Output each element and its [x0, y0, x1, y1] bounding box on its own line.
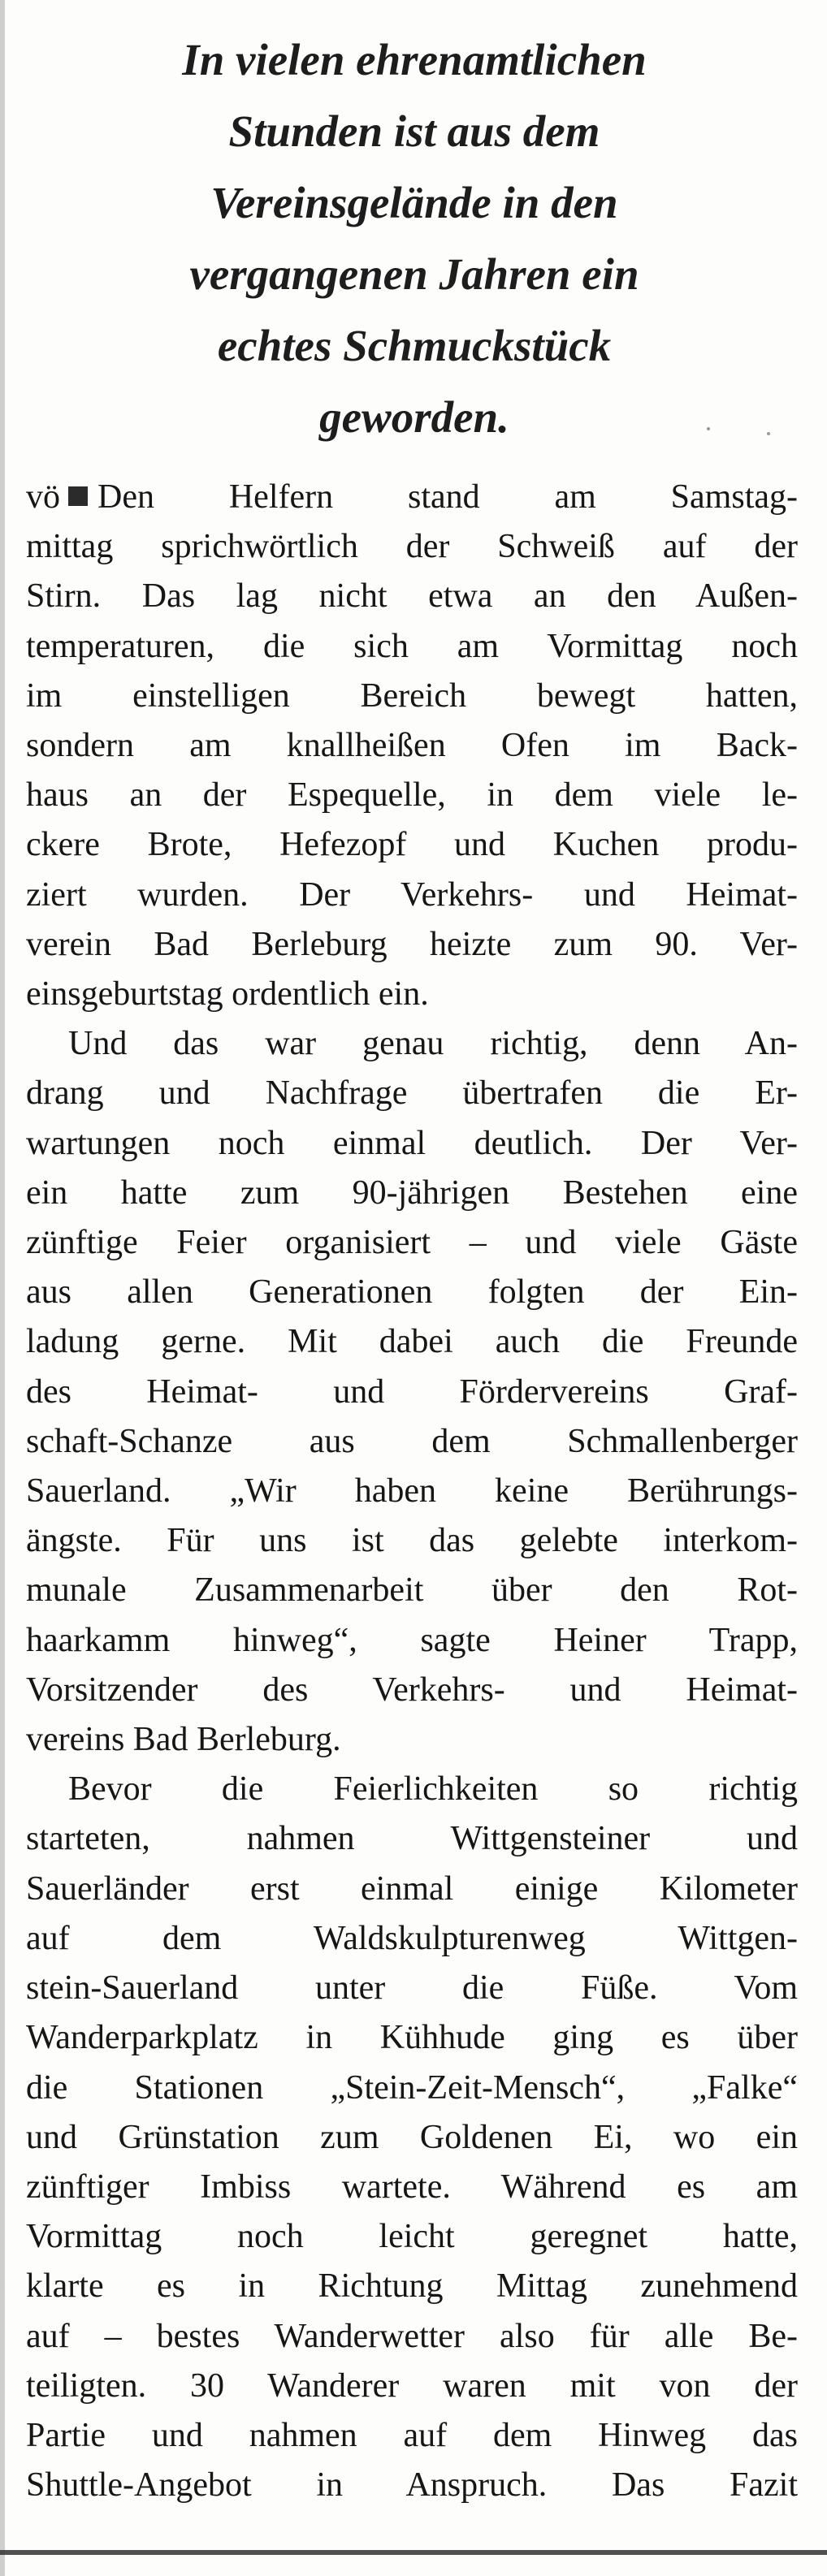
article-line: klarte es in Richtung Mittag zunehmend: [26, 2267, 798, 2306]
article-line: auf – bestes Wanderwetter also für alle Be-: [26, 2317, 798, 2355]
article-line: zünftiger Imbiss wartete. Während es am: [26, 2168, 798, 2206]
paragraph-1: [26, 473, 798, 1019]
article-line: Stirn. Das lag nicht etwa an den Außen-: [26, 577, 798, 616]
article-line: des Heimat- und Fördervereins Graf-: [26, 1372, 798, 1411]
headline-line: Stunden ist aus dem: [228, 106, 600, 156]
print-speck: [707, 427, 710, 430]
article-line: teiligten. 30 Wanderer waren mit von der: [26, 2366, 798, 2405]
article-line: zünftige Feier organisiert – und viele Gäste: [26, 1224, 798, 1262]
article-line: [26, 473, 798, 522]
article-line: stein-Sauerland unter die Füße. Vom: [26, 1969, 798, 2008]
paragraph-3: [26, 1765, 798, 2510]
headline-line: echtes Schmuckstück: [217, 321, 612, 370]
paper-edge: [0, 0, 5, 2576]
headline-line: geworden.: [319, 392, 509, 442]
article-line: starteten, nahmen Wittgensteiner und: [26, 1820, 798, 1858]
article-line: und Grünstation zum Goldenen Ei, wo ein: [26, 2118, 798, 2156]
paragraph-2: [26, 1019, 798, 1765]
article-body: [26, 473, 798, 2510]
article-line: wartungen noch einmal deutlich. Der Ver-: [26, 1124, 798, 1162]
article-line: Sauerländer erst einmal einige Kilometer: [26, 1869, 798, 1908]
article-line: aus allen Generationen folgten der Ein-: [26, 1273, 798, 1312]
article-line: Wanderparkplatz in Kühhude ging es über: [26, 2019, 798, 2057]
article-line: Vormittag noch leicht geregnet hatte,: [26, 2218, 798, 2256]
article-line: haus an der Espequelle, in dem viele le-: [26, 776, 798, 815]
article-line: ein hatte zum 90-jährigen Bestehen eine: [26, 1173, 798, 1212]
article-line: ckere Brote, Hefezopf und Kuchen produ-: [26, 826, 798, 864]
article-line: Und das war genau richtig, denn An-: [68, 1025, 798, 1063]
article-line: mittag sprichwörtlich der Schweiß auf der: [26, 528, 798, 566]
dateline-square-icon: [68, 486, 88, 506]
article-line: vereins Bad Berleburg.: [26, 1721, 341, 1759]
article-line: schaft-Schanze aus dem Schmallenberger: [26, 1422, 798, 1460]
article-line: Vorsitzender des Verkehrs- und Heimat-: [26, 1671, 798, 1709]
article-line: im einstelligen Bereich bewegt hatten,: [26, 676, 798, 715]
article-line: munale Zusammenarbeit über den Rot-: [26, 1571, 798, 1610]
line-text: Den Helfern stand am Samstag-: [97, 478, 798, 516]
dateline: vö: [26, 478, 60, 516]
article-line: Partie und nahmen auf dem Hinweg das: [26, 2416, 798, 2454]
headline-line: vergangenen Jahren ein: [189, 249, 639, 299]
article-line: temperaturen, die sich am Vormittag noch: [26, 627, 798, 665]
clipping-bottom-edge: [0, 2550, 827, 2555]
headline-line: In vielen ehrenamtlichen: [182, 35, 647, 84]
article-line: ziert wurden. Der Verkehrs- und Heimat-: [26, 875, 798, 914]
article-line: Bevor die Feierlichkeiten so richtig: [68, 1770, 798, 1809]
article-line: ladung gerne. Mit dabei auch die Freunde: [26, 1323, 798, 1361]
article-line: haarkamm hinweg“, sagte Heiner Trapp,: [26, 1621, 798, 1659]
article-line: Sauerland. „Wir haben keine Berührungs-: [26, 1472, 798, 1511]
article-line: einsgeburtstag ordentlich ein.: [26, 975, 429, 1014]
article-line: drang und Nachfrage übertrafen die Er-: [26, 1074, 798, 1113]
article-line: Shuttle-Angebot in Anspruch. Das Fazit: [26, 2466, 798, 2505]
article-line: auf dem Waldskulpturenweg Wittgen-: [26, 1919, 798, 1957]
article-line: sondern am knallheißen Ofen im Back-: [26, 727, 798, 765]
headline-line: Vereinsgelände in den: [210, 178, 618, 227]
headline: [73, 24, 756, 453]
article-line: ängste. Für uns ist das gelebte interkom-: [26, 1522, 798, 1560]
article-line: die Stationen „Stein-Zeit-Mensch“, „Falke“: [26, 2068, 798, 2107]
print-speck: [767, 432, 770, 435]
article-line: verein Bad Berleburg heizte zum 90. Ver-: [26, 925, 798, 963]
